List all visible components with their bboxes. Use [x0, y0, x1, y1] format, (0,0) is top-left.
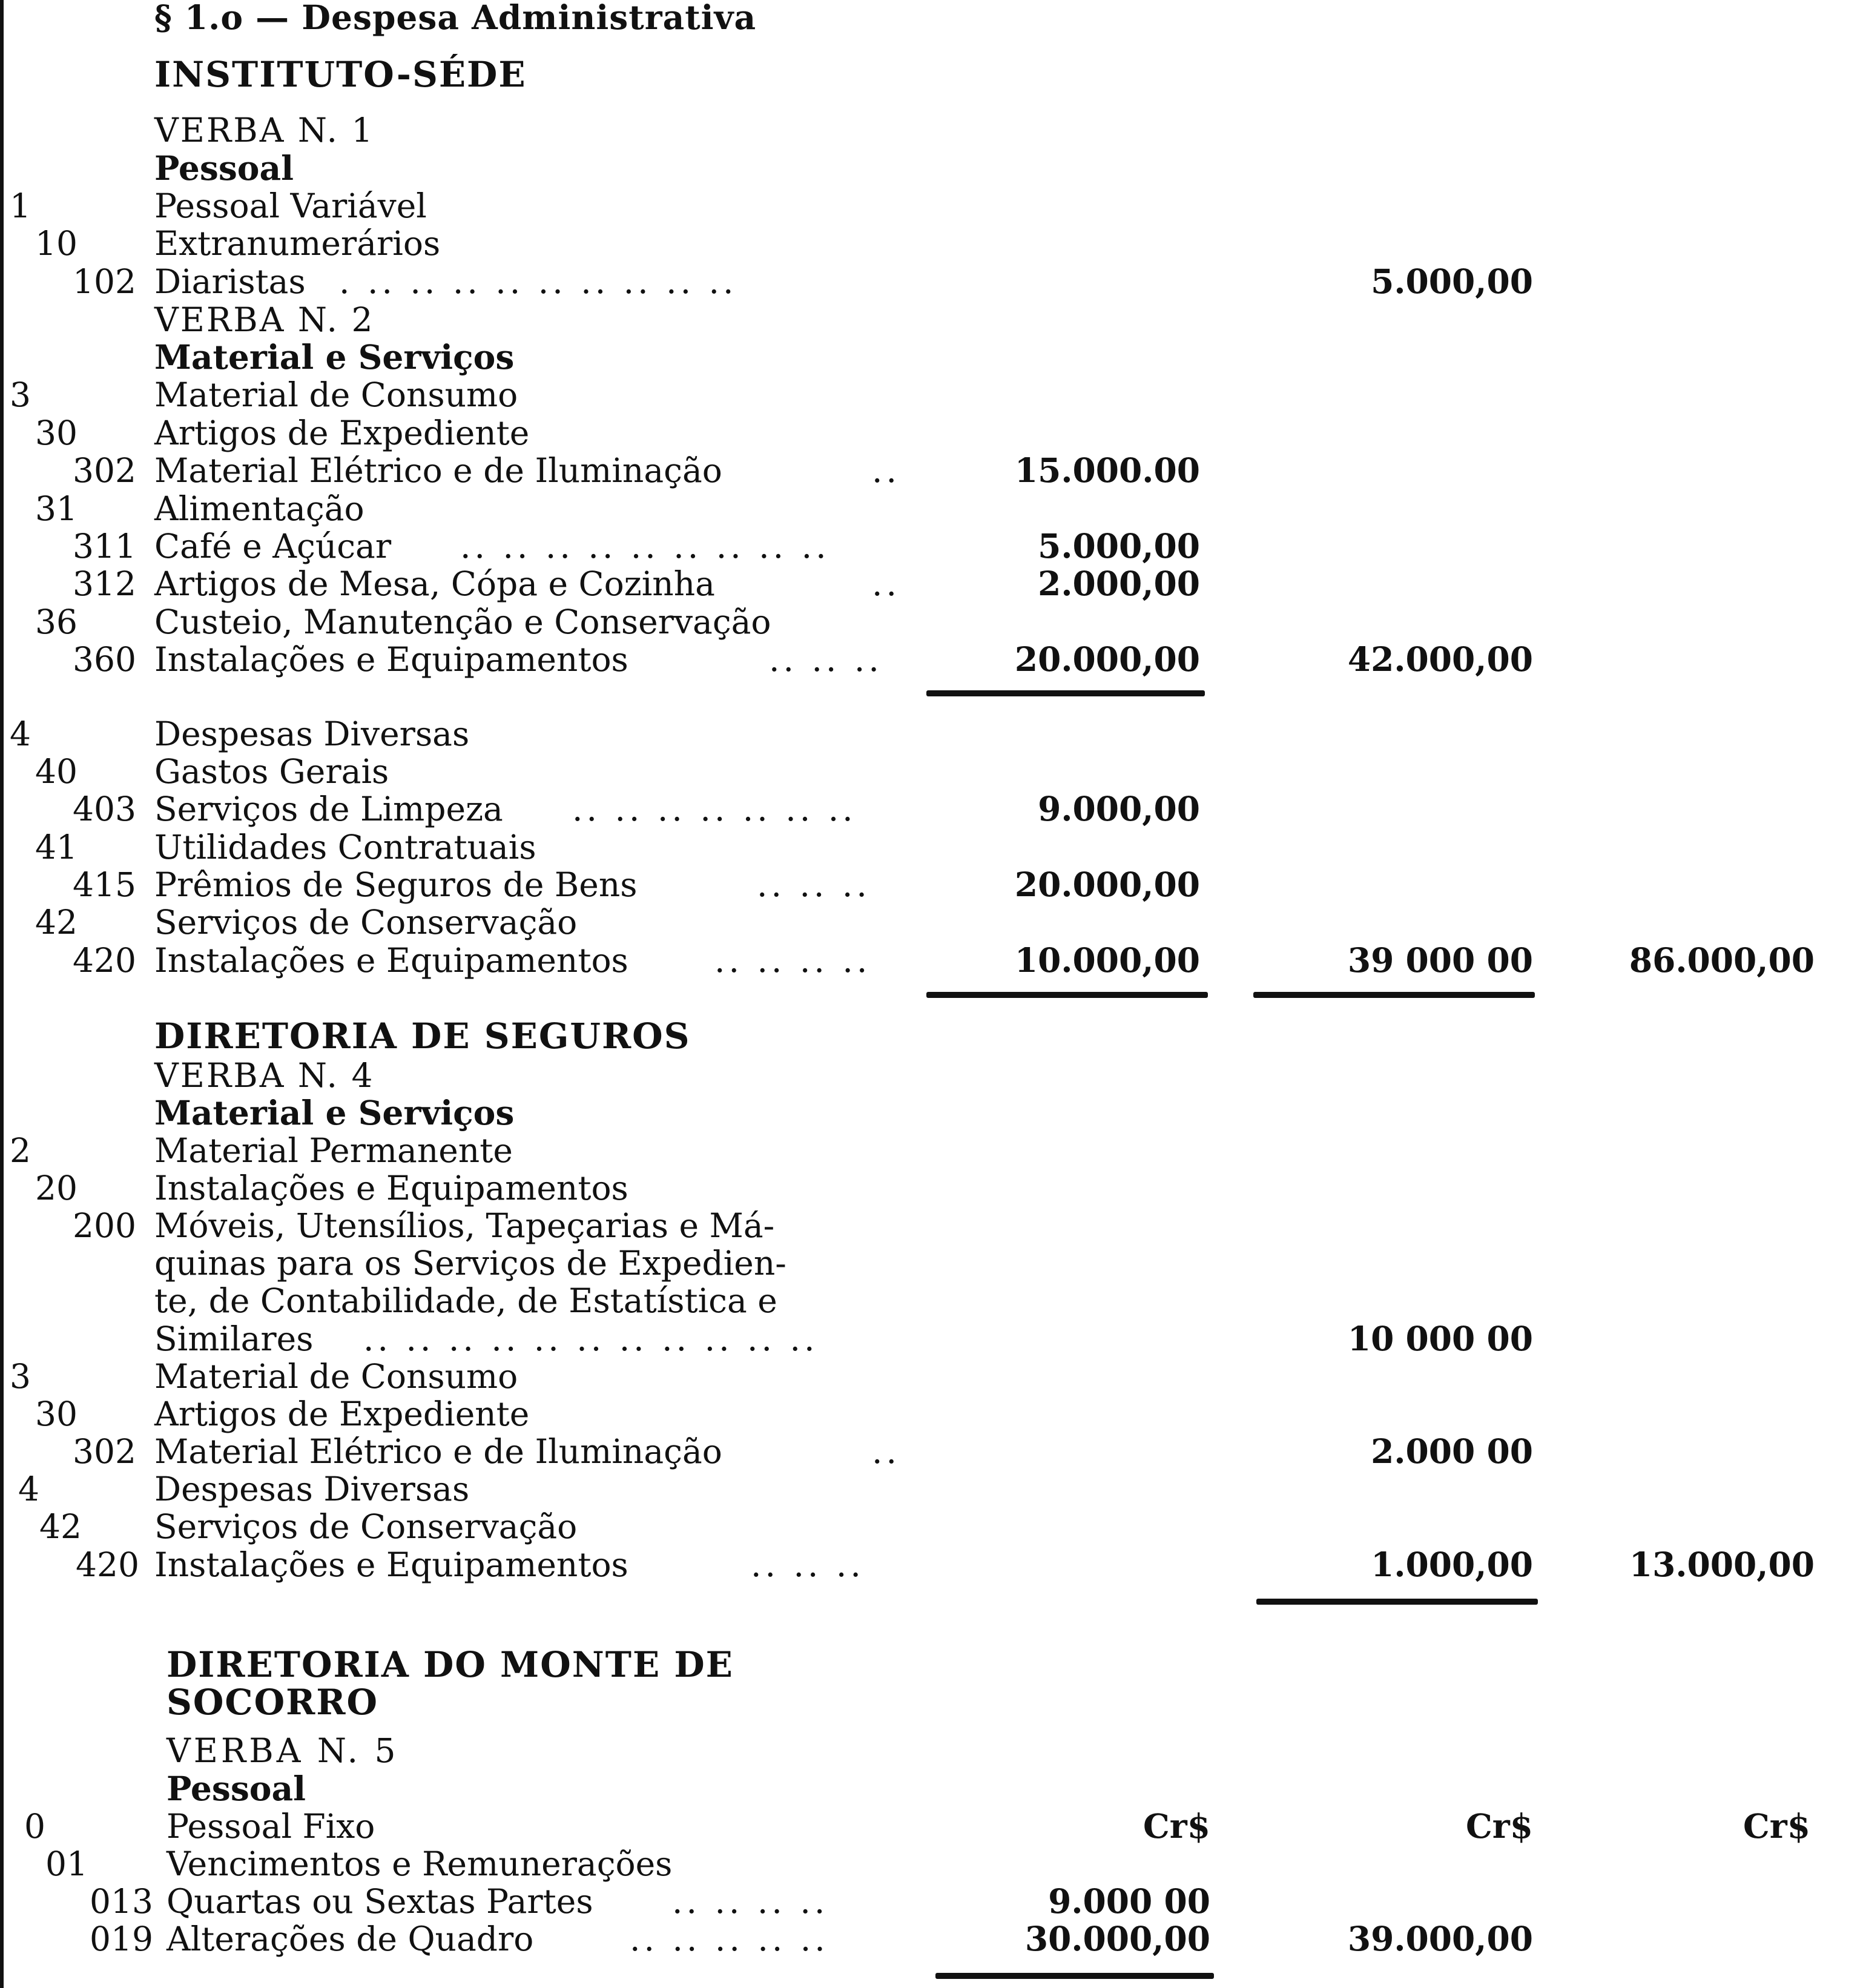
ledger-row: [0, 828, 1863, 866]
subtotal-value: 10 000 00: [1347, 1319, 1533, 1358]
instituto-heading: INSTITUTO-SÉDE: [154, 54, 527, 95]
row-code: 10: [35, 224, 77, 263]
ledger-row: [0, 1470, 1863, 1508]
ledger-row: [0, 1395, 1863, 1433]
ledger-row: [0, 452, 1863, 489]
item-value: 2.000,00: [1038, 564, 1200, 603]
row-label: Artigos de Mesa, Cópa e Cozinha: [154, 564, 715, 603]
dot-leader: .. .. ..: [757, 865, 871, 904]
row-code: 20: [35, 1169, 77, 1207]
row-label: Instalações e Equipamentos: [154, 1545, 628, 1584]
section-title: § 1.o — Despesa Administrativa: [154, 0, 757, 37]
item-value: 10.000,00: [1014, 940, 1200, 980]
item-value: 20.000,00: [1014, 639, 1200, 679]
row-label: Material de Consumo: [154, 375, 518, 414]
row-label: Material de Consumo: [154, 1357, 518, 1396]
row-code: 019: [90, 1920, 153, 1958]
row-label: Prêmios de Seguros de Bens: [154, 865, 638, 904]
dot-leader: .. .. ..: [751, 1545, 865, 1584]
ledger-row: [0, 1920, 1863, 1958]
dot-leader: ..: [872, 451, 900, 490]
instituto-heading-row: [0, 56, 1863, 93]
row-code: 420: [73, 941, 136, 980]
monte-heading-line2: SOCORRO: [167, 1682, 379, 1723]
currency-header: Cr$: [1743, 1806, 1810, 1846]
row-label: Similares: [154, 1319, 314, 1358]
ledger-row: [0, 1244, 1863, 1282]
verba4-row: [0, 1057, 1863, 1094]
seguros-heading: DIRETORIA DE SEGUROS: [154, 1015, 691, 1057]
row-code: 40: [35, 752, 77, 791]
total-value: 86.000,00: [1629, 940, 1815, 980]
total-underline: [1256, 1599, 1538, 1605]
row-label: Material Elétrico e de Iluminação: [154, 451, 722, 490]
ledger-row: [0, 1546, 1863, 1583]
pessoal-heading: Pessoal: [167, 1769, 306, 1808]
ledger-row: [0, 603, 1863, 641]
row-label: Pessoal Fixo: [167, 1807, 375, 1846]
currency-header: Cr$: [1465, 1806, 1533, 1846]
row-label: Alimentação: [154, 489, 364, 528]
row-label: Vencimentos e Remunerações: [167, 1844, 673, 1883]
dot-leader: .. .. .. ..: [714, 941, 871, 980]
row-label: Custeio, Manutenção e Conservação: [154, 603, 771, 641]
row-code: 30: [35, 1395, 77, 1433]
monte-heading-row-2: [0, 1683, 1863, 1721]
row-code: 311: [73, 527, 136, 566]
ledger-row: [0, 1320, 1863, 1358]
row-code: 302: [73, 451, 136, 490]
row-label: Instalações e Equipamentos: [154, 640, 628, 679]
total-underline: [1253, 992, 1535, 998]
row-label: Alterações de Quadro: [167, 1920, 534, 1958]
row-code: 302: [73, 1432, 136, 1471]
row-code: 0: [24, 1807, 45, 1846]
ledger-row: [0, 1883, 1863, 1920]
verba5-row: [0, 1732, 1863, 1769]
row-code: 312: [73, 564, 136, 603]
verba2-row: [0, 301, 1863, 338]
item-value: 20.000,00: [1014, 865, 1200, 904]
item-value: 15.000.00: [1014, 451, 1200, 490]
total-value: 13.000,00: [1629, 1545, 1815, 1584]
monte-heading-row: [0, 1646, 1863, 1683]
dot-leader: .. .. .. .. .. .. .. .. .. .. ..: [363, 1319, 819, 1358]
row-label: te, de Contabilidade, de Estatística e: [154, 1281, 777, 1320]
monte-pessoal-row: [0, 1770, 1863, 1808]
row-label: Despesas Diversas: [154, 715, 470, 753]
total-underline: [926, 992, 1208, 998]
ledger-row: [0, 1433, 1863, 1470]
seguros-heading-row: [0, 1017, 1863, 1055]
ledger-row: [0, 490, 1863, 527]
row-label: Diaristas: [154, 262, 306, 301]
verba-5-heading: VERBA N. 5: [167, 1731, 399, 1770]
row-code: 42: [39, 1507, 82, 1546]
verba-1-heading: VERBA N. 1: [154, 111, 375, 150]
row-label: Quartas ou Sextas Partes: [167, 1882, 593, 1921]
row-code: 31: [35, 489, 77, 528]
ledger-row: [0, 715, 1863, 753]
row-code: 360: [73, 640, 136, 679]
ledger-row: [0, 565, 1863, 603]
currency-header: Cr$: [1143, 1806, 1210, 1846]
dot-leader: ..: [872, 564, 900, 603]
ledger-row: [0, 1207, 1863, 1244]
dot-leader: . .. .. .. .. .. .. .. .. ..: [339, 262, 737, 301]
item-value: 30.000,00: [1024, 1919, 1210, 1958]
row-label: Extranumerários: [154, 224, 441, 263]
row-label: Artigos de Expediente: [154, 1395, 530, 1433]
row-label: Utilidades Contratuais: [154, 828, 536, 867]
row-label: Instalações e Equipamentos: [154, 1169, 628, 1207]
row-code: 2: [10, 1131, 31, 1170]
row-label: quinas para os Serviços de Expedien-: [154, 1244, 786, 1283]
item-value: 5.000,00: [1038, 526, 1200, 566]
subtotal-value: 5.000,00: [1371, 262, 1533, 301]
row-label: Artigos de Expediente: [154, 414, 530, 452]
verba-2-heading: VERBA N. 2: [154, 300, 375, 339]
ledger-row: [0, 1808, 1863, 1845]
row-code: 200: [73, 1206, 136, 1245]
row-label: Serviços de Limpeza: [154, 790, 503, 828]
ledger-row: [0, 1132, 1863, 1169]
item-value: 9.000,00: [1038, 789, 1200, 828]
verba1-row: [0, 111, 1863, 149]
ledger-row: [0, 641, 1863, 678]
ledger-row: [0, 866, 1863, 903]
row-code: 4: [10, 715, 31, 753]
row-label: Material Elétrico e de Iluminação: [154, 1432, 722, 1471]
dot-leader: .. .. .. .. .. .. ..: [572, 790, 857, 828]
row-code: 36: [35, 603, 77, 641]
subtotal-value: 42.000,00: [1347, 639, 1533, 679]
row-label: Serviços de Conservação: [154, 903, 578, 942]
ledger-row: [0, 225, 1863, 262]
row-code: 42: [35, 903, 77, 942]
ledger-row: [0, 1845, 1863, 1883]
row-code: 420: [76, 1545, 139, 1584]
ledger-row: [0, 1508, 1863, 1545]
row-label: Gastos Gerais: [154, 752, 389, 791]
ledger-row: [0, 753, 1863, 790]
ledger-row: [0, 903, 1863, 941]
row-label: Material Permanente: [154, 1131, 513, 1170]
section-title-row: [0, 0, 1863, 36]
material-servicos-heading: Material e Serviços: [154, 337, 515, 377]
dot-leader: .. .. .. .. ..: [630, 1920, 829, 1958]
seguros-material-row: [0, 1094, 1863, 1132]
row-code: 403: [73, 790, 136, 828]
pessoal-heading: Pessoal: [154, 148, 294, 188]
ledger-row: [0, 790, 1863, 828]
ledger-row: [0, 187, 1863, 225]
ledger-row: [0, 414, 1863, 452]
dot-leader: .. .. .. ..: [672, 1882, 829, 1921]
material-servicos-row: [0, 338, 1863, 376]
ledger-row: [0, 1169, 1863, 1207]
row-label: Móveis, Utensílios, Tapeçarias e Má-: [154, 1206, 775, 1245]
total-underline: [926, 690, 1205, 696]
subtotal-value: 39.000,00: [1347, 1919, 1533, 1958]
ledger-row: [0, 1358, 1863, 1395]
row-code: 3: [10, 1357, 31, 1396]
ledger-row: [0, 376, 1863, 414]
row-code: 013: [90, 1882, 153, 1921]
ledger-row: [0, 527, 1863, 565]
total-underline: [935, 1973, 1214, 1979]
verba-4-heading: VERBA N. 4: [154, 1056, 375, 1095]
row-code: 4: [18, 1470, 39, 1508]
row-code: 102: [73, 262, 136, 301]
row-code: 415: [73, 865, 136, 904]
dot-leader: .. .. ..: [769, 640, 883, 679]
row-label: Pessoal Variável: [154, 187, 427, 225]
row-code: 01: [45, 1844, 88, 1883]
row-code: 3: [10, 375, 31, 414]
row-label: Café e Açúcar: [154, 527, 392, 566]
subtotal-value: 2.000 00: [1371, 1432, 1533, 1471]
subtotal-value: 39 000 00: [1347, 940, 1533, 980]
row-label: Instalações e Equipamentos: [154, 941, 628, 980]
ledger-row: [0, 1282, 1863, 1319]
monte-heading-line1: DIRETORIA DO MONTE DE: [167, 1644, 734, 1685]
row-label: Serviços de Conservação: [154, 1507, 578, 1546]
dot-leader: .. .. .. .. .. .. .. .. ..: [460, 527, 830, 566]
row-code: 1: [10, 187, 31, 225]
row-code: 41: [35, 828, 77, 867]
pessoal-row: [0, 150, 1863, 187]
dot-leader: ..: [872, 1432, 900, 1471]
material-servicos-heading: Material e Serviços: [154, 1093, 515, 1132]
subtotal-value: 1.000,00: [1371, 1545, 1533, 1584]
ledger-row: [0, 263, 1863, 300]
row-code: 30: [35, 414, 77, 452]
row-label: Despesas Diversas: [154, 1470, 470, 1508]
ledger-row: [0, 942, 1863, 979]
item-value: 9.000 00: [1048, 1881, 1210, 1921]
